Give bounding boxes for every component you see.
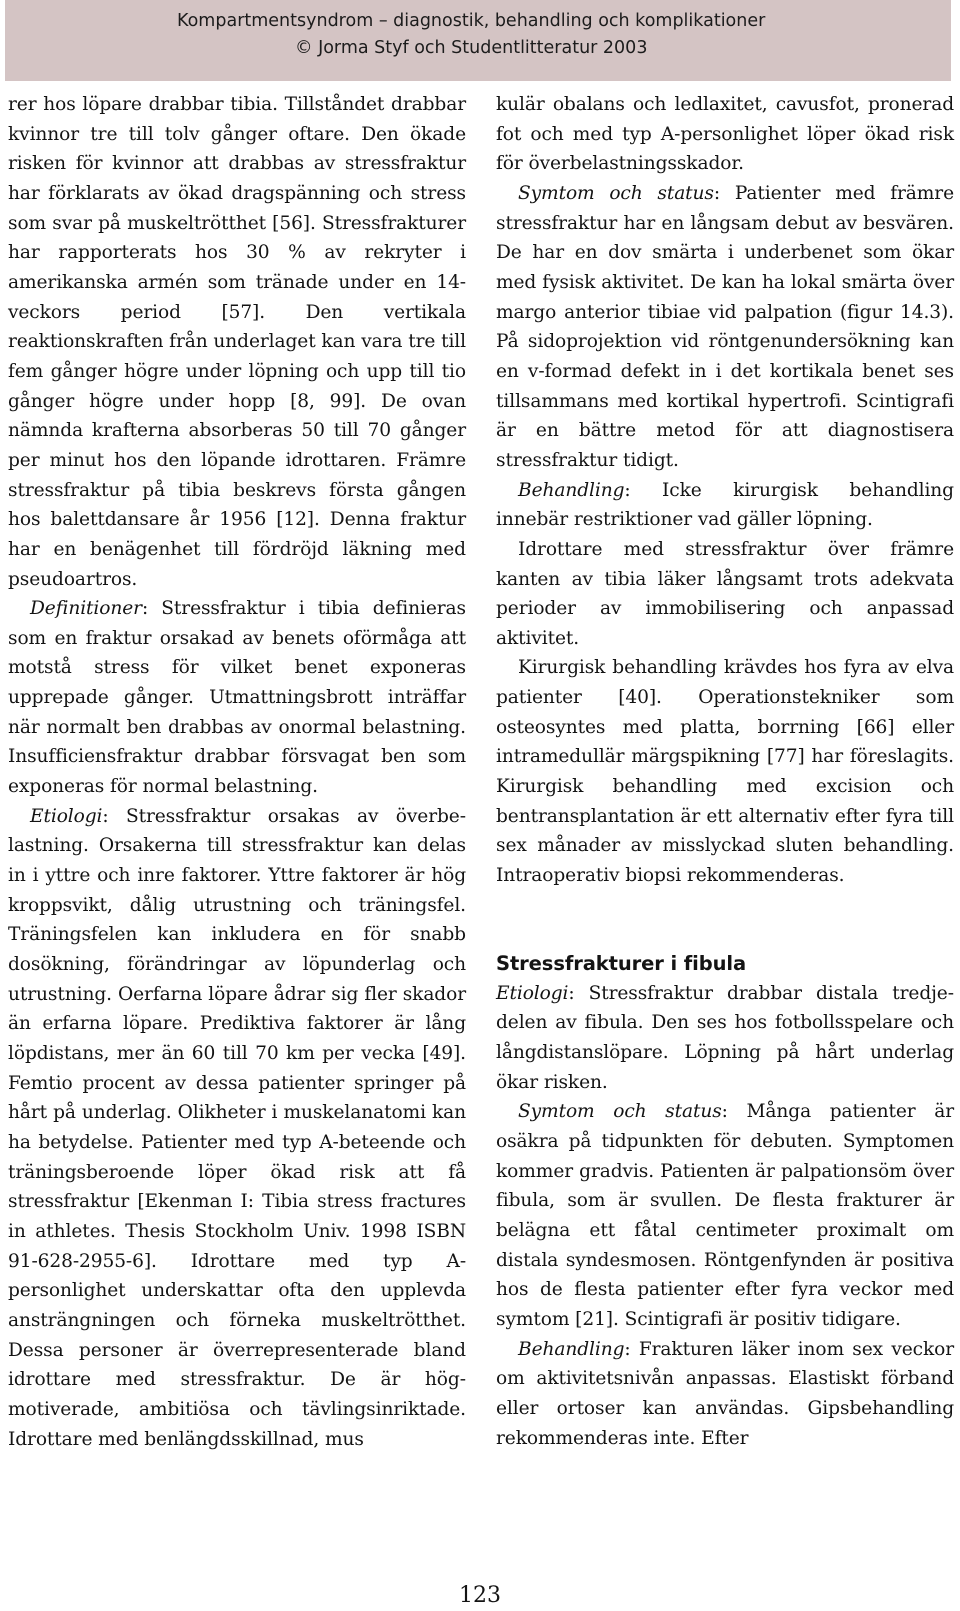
paragraph-fibula-treatment: Behandling: Frakturen läker inom sex veckor om aktivitetsnivån anpassas. Elastiskt förband eller ortoser kan användas. Gipsbehandling rekommenderas inte. Efter [496,1338,954,1449]
paragraph-treatment: Behandling: Icke kirurgisk behandling innebär restriktioner vad gäller löpning. [496,479,954,531]
running-header [5,0,951,81]
page-number: 123 [459,1583,501,1608]
right-column [496,90,954,1453]
term-label: Symtom och status [518,182,714,204]
section-spacer [496,891,954,949]
header-title: Kompartmentsyndrom – diagnostik, behandling och komplikationer [177,11,766,31]
paragraph: rer hos löpare drabbar tibia. Tillståndet drabbar kvinnor tre till tolv gånger oftare. Den ökade risken för kvinnor att drabbas av stressfraktur har förklarats av ökad dragspänning och stress som svar på muskeltrötthet [56]. Stressfrakturer har rapporterats hos 30 % av rekryter i amerikanska armén som tränade under en 14-veckors period [57]. Den vertikala reaktionskraften från underlaget kan vara tre till fem gånger högre under löpning och upp till tio gånger högre under hopp [8, 99]. De ovan nämnda krafterna absorberas 50 till 70 gånger per minut hos den löpande idrottaren. Främre stressfraktur på tibia beskrevs första gången hos balettdansare år 1956 [12]. Denna fraktur har en benägenhet till fördröjd läkning med pseudoartros. [8,94,466,590]
term-label: Behandling [518,479,625,501]
paragraph-fibula-symptoms: Symtom och status: Många patienter är osäkra på tidpunkten för debuten. Symptomen kommer gradvis. Patienten är palpationsöm över fibula, som är svullen. De flesta frakturer är belägna ett fåtal centimeter proximalt om distala syndesmosen. Röntgenfynden är positiva hos de flesta patienter efter fyra veckor med symtom [21]. Scintigrafi är positiv tidigare. [496,1101,954,1330]
term-label: Definitioner [30,598,142,620]
term-label: Behandling [518,1338,625,1360]
paragraph-symptoms: Symtom och status: Patienter med främre stressfraktur har en långsam debut av besvären. De har en dov smärta i underbenet som ökar med fysisk aktivitet. De kan ha lokal smärta över margo anterior tibiae vid palpation (figur 14.3). På sidoprojektion vid röntgenundersökning kan en v-formad defekt in i det kortikala benet ses tillsammans med kortikal hypertrofi. Scintigrafi är en bättre metod för att diagnostisera stressfraktur tidigt. [496,182,954,471]
section-heading: Stressfrakturer i fibula [496,951,747,975]
paragraph: Kirurgisk behandling krävdes hos fyra av elva patienter [40]. Operationstekniker som osteosyntes med platta, borrning [66] eller intramedullär märgspikning [77] har föreslagits. Kirurgisk behandling med excision och bentransplantation är ett alternativ efter fyra till sex månader av misslyckad sluten behandling. Intraoperativ biopsi rekommenderas. [496,657,954,887]
paragraph: Idrottare med stressfraktur över främre kanten av tibia läker långsamt trots adekvata perioder av immobilisering och anpassad aktivitet. [496,538,954,649]
header-copyright: © Jorma Styf och Studentlitteratur 2003 [295,38,648,58]
paragraph: kulär obalans och ledlaxitet, cavusfot, pronerad fot och med typ A-personlighet löper ökad risk för överbelastningsskador. [496,94,954,175]
term-label: Symtom och status [518,1101,722,1123]
term-label: Etiologi [30,805,103,827]
paragraph-fibula-etiology: Etiologi: Stressfraktur drabbar distala tredjedelen av fibula. Den ses hos fotbollsspelare och långdistanslöpare. Löpning på hårt underlag ökar risken. [496,982,954,1093]
left-column [8,90,466,1454]
term-label: Etiologi [496,982,569,1004]
paragraph-etiology: Etiologi: Stressfraktur orsakas av överbelastning. Orsakerna till stressfraktur kan delas in i yttre och inre faktorer. Yttre faktorer är hög kroppsvikt, dålig utrustning och träningsfel. Träningsfelen kan inkludera en för snabb dosökning, förändringar av löpunderlag och utrustning. Oerfarna löpare ådrar sig fler skador än erfarna löpare. Prediktiva faktorer är lång löpdistans, mer än 60 till 70 km per vecka [49]. Femtio procent av dessa patienter springer på hårt på underlag. Olikheter i muskelanatomi kan ha betydelse. Patienter med typ A-beteende och träningsberoende löper ökad risk att få stressfraktur [Ekenman I: Tibia stress fractures in athletes. Thesis Stockholm Univ. 1998 ISBN 91-628-2955-6]. Idrottare med typ A-personlighet underskattar ofta den upplevda ansträngningen och förneka muskeltrötthet. Dessa personer är överrepresenterade bland idrottare med stressfraktur. De är högmotiverade, ambitiösa och tävlingsinriktade. Idrottare med benlängdsskillnad, mus [8,805,466,1450]
paragraph-definitions: Definitioner: Stressfraktur i tibia definieras som en fraktur orsakad av benets oförmåga att motstå stress för vilket benet exponeras upprepade gånger. Utmattningsbrott inträffar när normalt ben drabbas av onormal belastning. Insufficiensfraktur drabbar försvagat ben som exponeras för normal belastning. [8,598,466,798]
